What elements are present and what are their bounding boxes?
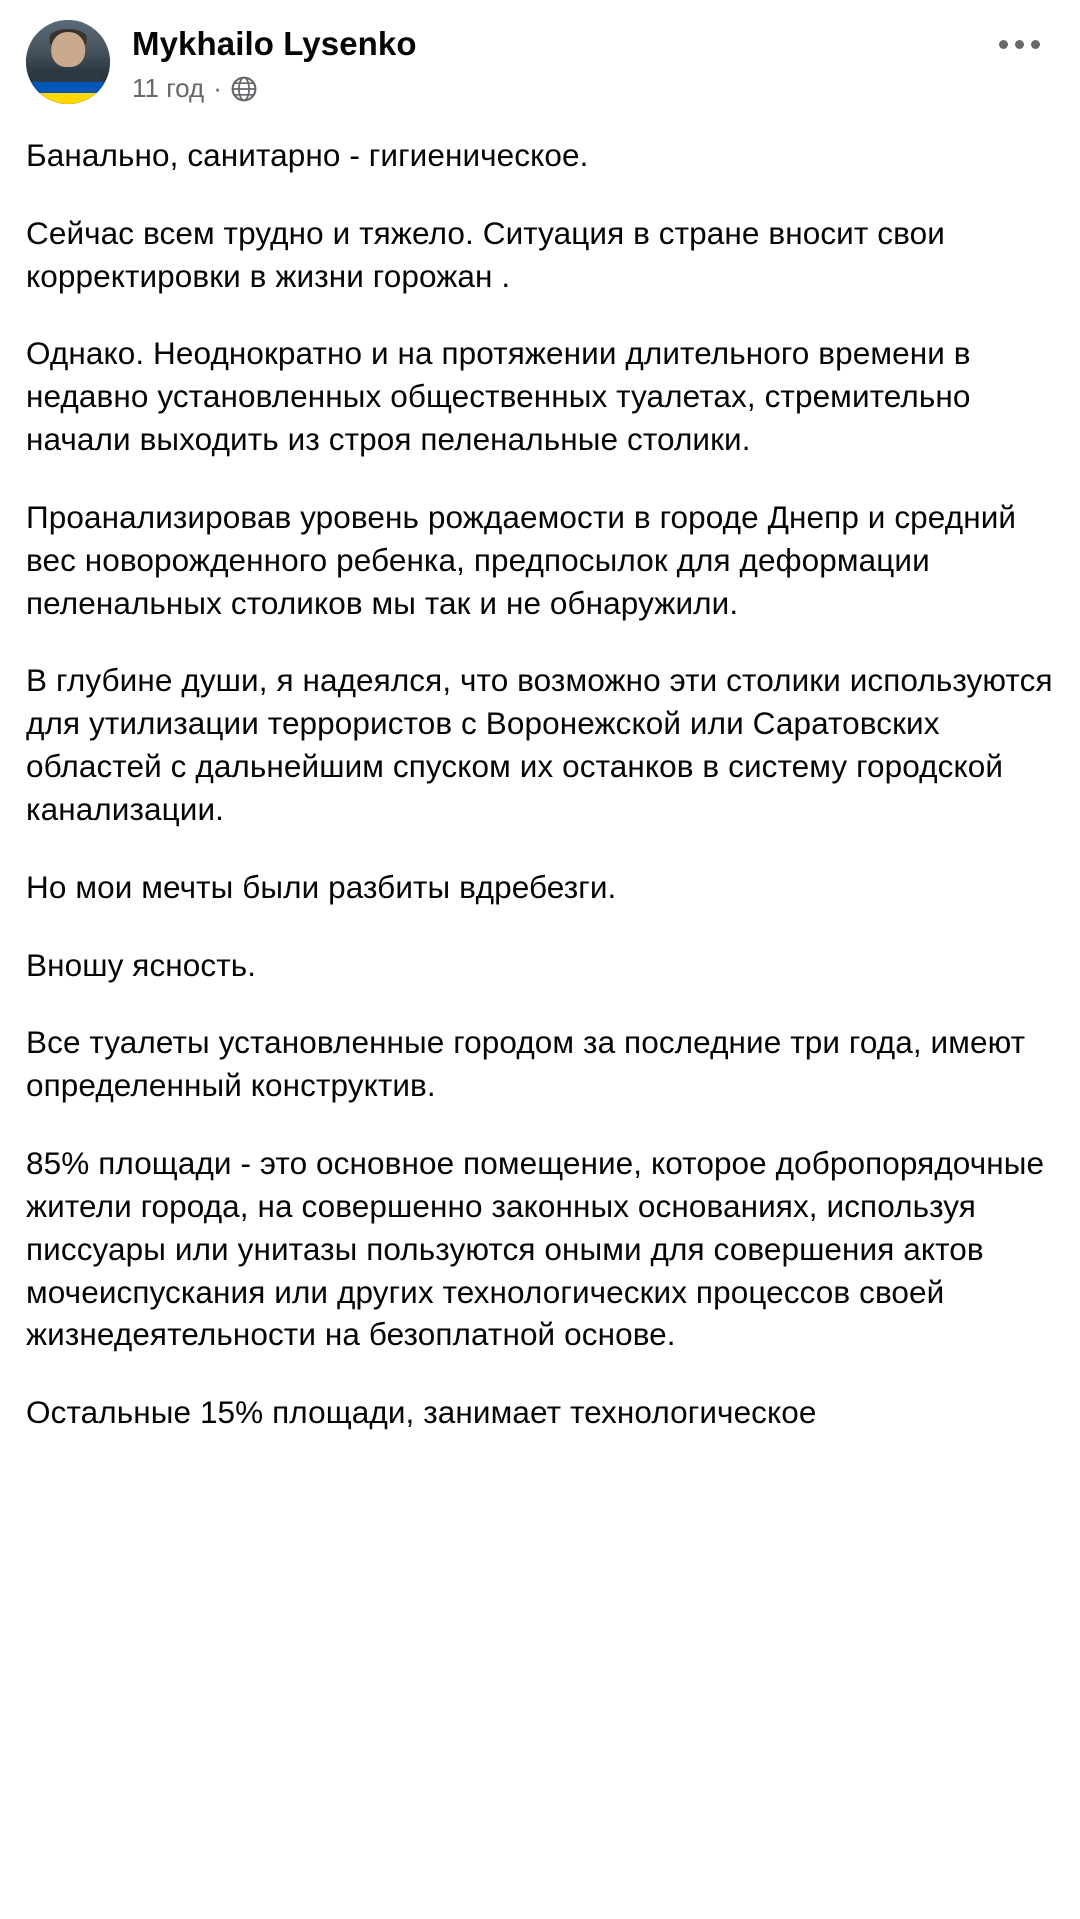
flag-yellow-stripe — [26, 93, 110, 104]
post-paragraph: 85% площади - это основное помещение, которое добропорядочные жители города, на совершенно законных основаниях, используя писсуары или унитазы пользуются оными для совершения актов мочеиспускания или других технологических процессов своей жизнедеятельности на безоплатной основе. — [26, 1145, 1045, 1353]
post-paragraph: Однако. Неоднократно и на протяжении длительного времени в недавно установленных общественных туалетах, стремительно начали выходить из строя пеленальные столики. — [26, 335, 971, 458]
more-dot — [1031, 40, 1040, 49]
post-header-text — [132, 20, 1054, 104]
post-paragraph: Все туалеты установленные городом за последние три года, имеют определенный конструктив. — [26, 1024, 1026, 1104]
post-header — [0, 0, 1080, 104]
post-paragraph: Вношу ясность. — [26, 946, 257, 983]
flag-blue-stripe — [26, 82, 110, 93]
post-timestamp[interactable]: 11 год — [132, 72, 205, 103]
post-paragraph: Банально, санитарно - гигиеническое. — [26, 137, 589, 173]
avatar-head — [51, 32, 85, 67]
post-paragraph: Сейчас всем трудно и тяжело. Ситуация в стране вносит свои корректировки в жизни горожан . — [26, 214, 945, 294]
post-paragraph: Но мои мечты были разбиты вдребезги. — [26, 868, 617, 905]
more-dot — [1015, 40, 1024, 49]
author-name[interactable]: Mykhailo Lysenko — [132, 25, 417, 62]
post-meta — [132, 73, 1054, 104]
meta-separator: · — [213, 72, 222, 103]
avatar[interactable] — [26, 20, 110, 104]
ukraine-flag-icon — [26, 82, 110, 104]
more-options-icon[interactable] — [993, 34, 1046, 55]
more-dot — [999, 40, 1008, 49]
post-paragraph: В глубине души, я надеялся, что возможно эти столики используются для утилизации террористов с Воронежской или Саратовских областей с дальнейшим спуском их останков в систему городской канализации. — [26, 662, 1053, 827]
post-body — [0, 104, 1080, 1434]
globe-icon[interactable] — [231, 76, 257, 102]
post-paragraph: Остальные 15% площади, занимает технологическое — [26, 1394, 817, 1431]
post-paragraph: Проанализировав уровень рождаемости в городе Днепр и средний вес новорожденного ребенка, предпосылок для деформации пеленальных столиков мы так и не обнаружили. — [26, 498, 1017, 621]
